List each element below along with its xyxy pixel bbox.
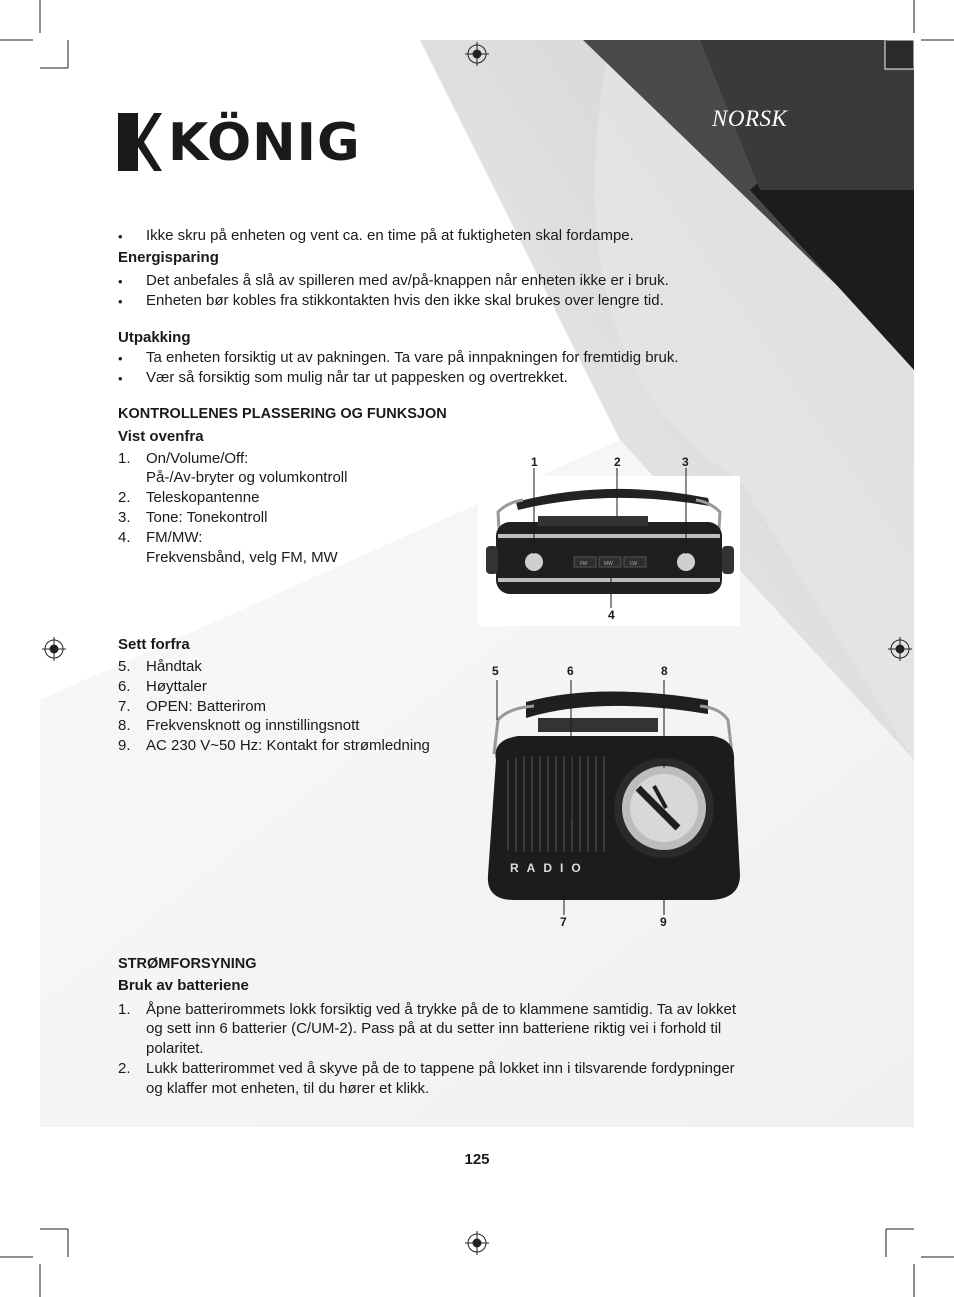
bullet-marker: • <box>118 371 123 386</box>
list-item: Frekvensknott og innstillingsnott <box>146 717 360 734</box>
list-item: On/Volume/Off: <box>146 450 249 467</box>
list-item: Tone: Tonekontroll <box>146 509 268 526</box>
list-item: Frekvensbånd, velg FM, MW <box>146 549 338 566</box>
item-number: 3. <box>118 509 131 526</box>
radio-front-view-image <box>478 660 748 935</box>
callout-7: 7 <box>560 915 567 929</box>
bullet-marker: • <box>118 229 123 244</box>
registration-mark-bottom <box>465 1231 489 1255</box>
radio-top-view-image <box>478 450 740 625</box>
step-line: og klaffer mot enheten, til du hører et klikk. <box>146 1080 430 1097</box>
bullet-marker: • <box>118 274 123 289</box>
band-button-label: MW <box>604 561 613 567</box>
top-view-heading: Vist ovenfra <box>118 428 204 445</box>
item-number: 9. <box>118 737 131 754</box>
power-heading: STRØMFORSYNING <box>118 956 257 972</box>
front-view-heading: Sett forfra <box>118 636 190 653</box>
unpacking-heading: Utpakking <box>118 329 191 346</box>
bullet-marker: • <box>118 294 123 309</box>
konig-logo-icon <box>118 113 162 171</box>
list-item: OPEN: Batterirom <box>146 698 267 715</box>
callout-3: 3 <box>682 455 689 469</box>
callout-6: 6 <box>567 664 574 678</box>
item-number: 8. <box>118 717 131 734</box>
item-number: 2. <box>118 489 131 506</box>
callout-9: 9 <box>660 915 667 929</box>
batteries-heading: Bruk av batteriene <box>118 977 249 994</box>
item-number: 6. <box>118 678 131 695</box>
item-number: 2. <box>118 1060 131 1077</box>
item-number: 5. <box>118 658 131 675</box>
step-line: Lukk batterirommet ved å skyve på de to tappene på lokket inn i tilsvarende fordypninger <box>146 1060 735 1077</box>
intro-bullet: Ikke skru på enheten og vent ca. en time på at fuktigheten skal fordampe. <box>146 227 634 244</box>
list-item: Teleskopantenne <box>146 489 260 506</box>
callout-2: 2 <box>614 455 621 469</box>
list-item: Det anbefales å slå av spilleren med av/på-knappen når enheten ikke er i bruk. <box>146 272 669 289</box>
callout-4: 4 <box>608 608 615 622</box>
callout-8: 8 <box>661 664 668 678</box>
list-item: På-/Av-bryter og volumkontroll <box>146 469 348 486</box>
list-item: Vær så forsiktig som mulig når tar ut pappesken og overtrekket. <box>146 369 568 386</box>
list-item: Høyttaler <box>146 678 207 695</box>
list-item: Håndtak <box>146 658 202 675</box>
energy-heading: Energisparing <box>118 249 219 266</box>
item-number: 7. <box>118 698 131 715</box>
item-number: 1. <box>118 1001 131 1018</box>
list-item: AC 230 V~50 Hz: Kontakt for strømledning <box>146 737 430 754</box>
controls-heading: KONTROLLENES PLASSERING OG FUNKSJON <box>118 406 447 422</box>
callout-5: 5 <box>492 664 499 678</box>
item-number: 1. <box>118 450 131 467</box>
item-number: 4. <box>118 529 131 546</box>
list-item: Ta enheten forsiktig ut av pakningen. Ta vare på innpakningen for fremtidig bruk. <box>146 349 679 366</box>
language-label: NORSK <box>712 106 788 131</box>
band-button-label: FM <box>580 561 588 567</box>
brand-logo: KÖNIG <box>168 113 361 173</box>
radio-label: RADIO <box>510 861 589 875</box>
list-item: Enheten bør kobles fra stikkontakten hvis den ikke skal brukes over lengre tid. <box>146 292 664 309</box>
callout-1: 1 <box>531 455 538 469</box>
step-line: Åpne batterirommets lokk forsiktig ved å trykke på de to klammene samtidig. Ta av lokket <box>146 1001 736 1018</box>
step-line: polaritet. <box>146 1040 204 1057</box>
page-number: 125 <box>464 1151 490 1168</box>
step-line: og sett inn 6 batterier (C/UM-2). Pass på at du setter inn batteriene riktig vei i forhold til <box>146 1020 722 1037</box>
bullet-marker: • <box>118 351 123 366</box>
band-button-label: LW <box>630 561 638 567</box>
list-item: FM/MW: <box>146 529 203 546</box>
